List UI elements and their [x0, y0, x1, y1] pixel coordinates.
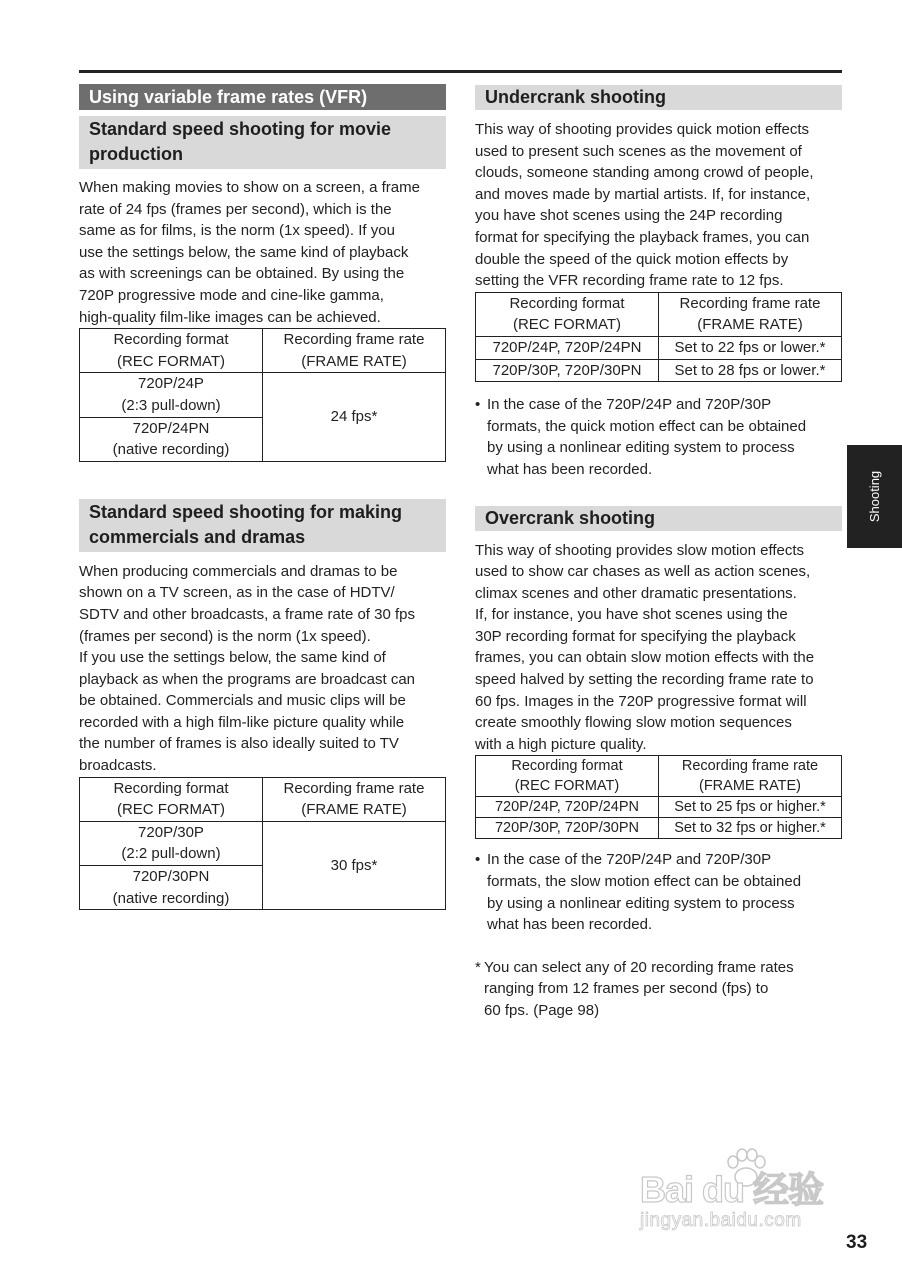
table-cell-rate: Set to 25 fps or higher.*: [659, 797, 842, 818]
table-cell-rate: Set to 28 fps or lower.*: [659, 359, 842, 382]
table-cell-format: 720P/24P, 720P/24PN: [476, 797, 659, 818]
table-row: [80, 821, 446, 865]
movie-heading: Standard speed shooting for movie production: [79, 116, 446, 169]
table-header-rate: Recording frame rate (FRAME RATE): [659, 292, 842, 336]
asterisk-icon: *: [475, 958, 481, 976]
table-cell-rate: 24 fps*: [263, 373, 446, 461]
table-header-row: [476, 292, 842, 336]
chapter-tab-label: Shooting: [866, 470, 882, 523]
undercrank-note: • In the case of the 720P/24P and 720P/30P formats, the quick motion effect can be obtained by using a nonlinear editing system to process what has been recorded.: [475, 396, 807, 478]
table-cell-rate: Set to 32 fps or higher.*: [659, 818, 842, 839]
table-header-rate: Recording frame rate (FRAME RATE): [263, 777, 446, 821]
table-header-format: Recording format (REC FORMAT): [476, 756, 659, 797]
table-header-row: [80, 329, 446, 373]
watermark-logo: Bai du 经验: [640, 1169, 824, 1210]
table-header-format: Recording format (REC FORMAT): [80, 329, 263, 373]
table-row: [80, 373, 446, 417]
commercials-heading: Standard speed shooting for making commercials and dramas: [79, 499, 446, 552]
table-cell-format: 720P/30P (2:2 pull-down): [80, 821, 263, 865]
movie-table: [79, 328, 446, 462]
table-cell-rate: Set to 22 fps or lower.*: [659, 336, 842, 359]
bullet-icon: •: [475, 396, 481, 414]
undercrank-heading: Undercrank shooting: [475, 85, 842, 110]
top-rule: [79, 70, 842, 73]
undercrank-body: This way of shooting provides quick motion effects used to present such scenes as the movement of clouds, someone standing among crowd of people, and moves made by martial artists. If, for instance, you have shot scenes using the 24P recording format for specifying the playback frames, you can double the speed of the quick motion effects by setting the VFR recording frame rate to 12 fps.: [475, 121, 814, 290]
footnote: * You can select any of 20 recording frame rates ranging from 12 frames per second (fps) to 60 fps. (Page 98): [475, 958, 794, 1019]
chapter-tab: [847, 445, 902, 548]
table-row: [476, 336, 842, 359]
table-header-rate: Recording frame rate (FRAME RATE): [659, 756, 842, 797]
overcrank-heading: Overcrank shooting: [475, 506, 842, 531]
table-cell-format: 720P/30PN (native recording): [80, 866, 263, 910]
table-row: [476, 797, 842, 818]
undercrank-table: [475, 292, 842, 382]
table-cell-format: 720P/24PN (native recording): [80, 417, 263, 461]
table-header-row: [476, 756, 842, 797]
table-row: [476, 818, 842, 839]
watermark-url: jingyan.baidu.com: [640, 1210, 802, 1231]
page-number: 33: [846, 1232, 868, 1253]
overcrank-note: • In the case of the 720P/24P and 720P/30P formats, the slow motion effect can be obtained by using a nonlinear editing system to process what has been recorded.: [475, 851, 802, 934]
table-header-row: [80, 777, 446, 821]
table-cell-format: 720P/24P, 720P/24PN: [476, 336, 659, 359]
commercials-table: [79, 777, 446, 911]
table-cell-format: 720P/30P, 720P/30PN: [476, 818, 659, 839]
bullet-icon: •: [475, 851, 481, 869]
table-cell-rate: 30 fps*: [263, 821, 446, 909]
table-cell-format: 720P/30P, 720P/30PN: [476, 359, 659, 382]
left-column: [79, 84, 446, 910]
table-header-format: Recording format (REC FORMAT): [80, 777, 263, 821]
overcrank-table: [475, 755, 842, 839]
overcrank-body: This way of shooting provides slow motion effects used to show car chases as well as action scenes, climax scenes and other dramatic presentations. If, for instance, you have shot scenes using the 30P recording format for specifying the playback frames, you can obtain slow motion effects with the speed halved by setting the recording frame rate to 60 fps. Images in the 720P progressive format will create smoothly flowing slow motion sequences with a high picture quality.: [475, 541, 815, 753]
table-header-format: Recording format (REC FORMAT): [476, 292, 659, 336]
table-cell-format: 720P/24P (2:3 pull-down): [80, 373, 263, 417]
watermark: [640, 1148, 840, 1243]
vfr-section-header: Using variable frame rates (VFR): [79, 84, 446, 110]
movie-body: When making movies to show on a screen, a frame rate of 24 fps (frames per second), which is the same as for films, is the norm (1x speed). If you use the settings below, the same kind of playback as with screenings can be obtained. By using the 720P progressive mode and cine-like gamma, high-quality film-like images can be achieved.: [79, 179, 420, 326]
table-row: [476, 359, 842, 382]
commercials-body: When producing commercials and dramas to be shown on a TV screen, as in the case of HDTV/ SDTV and other broadcasts, a frame rate of 30 fps (frames per second) is the norm (1x speed). If you use the settings below, the same kind of playback as when the programs are broadcast can be obtained. Commercials and music clips will be recorded with a high film-like picture quality while the number of frames is also ideally suited to TV broadcasts.: [79, 562, 416, 775]
right-column: [475, 84, 842, 1022]
table-header-rate: Recording frame rate (FRAME RATE): [263, 329, 446, 373]
